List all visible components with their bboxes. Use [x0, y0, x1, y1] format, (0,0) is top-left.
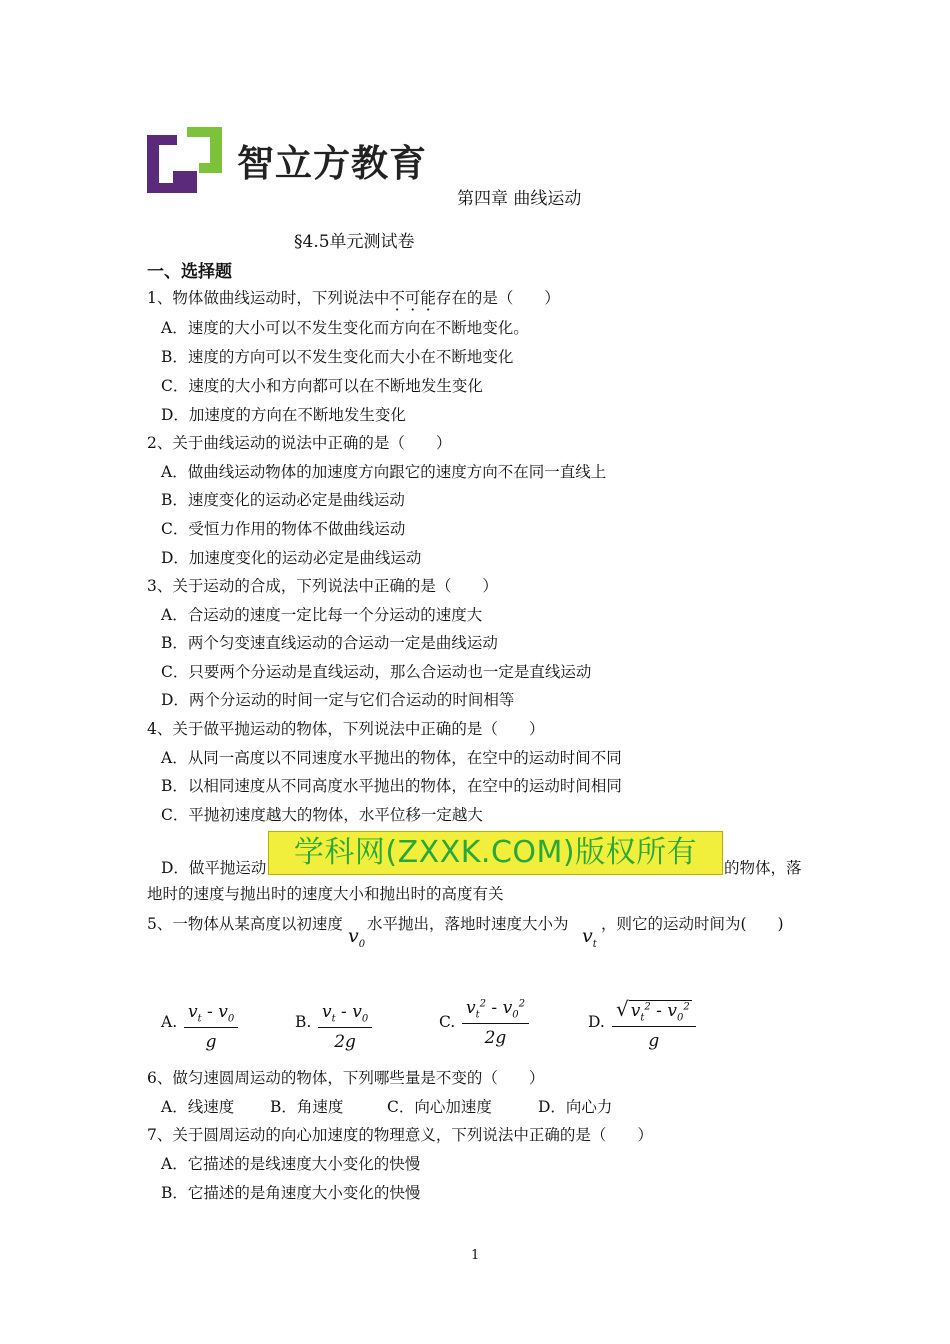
- question-1-stem: 1、物体做曲线运动时，下列说法中不可能存在的是（ ）: [147, 289, 560, 307]
- q6-option-b: B．角速度: [270, 1098, 344, 1116]
- logo-text: 智立方教育: [237, 142, 427, 185]
- q5-option-b-formula: $\frac{v_t - v_0}{2g}$: [318, 1002, 372, 1052]
- q1-option-d: D．加速度的方向在不断地发生变化: [161, 406, 406, 424]
- question-3-stem: 3、关于运动的合成，下列说法中正确的是（ ）: [147, 577, 498, 595]
- q4-option-d-start: D．做平抛运动: [161, 859, 267, 877]
- q2-option-c: C．受恒力作用的物体不做曲线运动: [161, 520, 406, 538]
- q3-option-d: D．两个分运动的时间一定与它们合运动的时间相等: [161, 691, 515, 709]
- q5-option-d-formula: $\frac{√ v_t^2 - v_0^2}{g}$: [612, 997, 696, 1051]
- q5-option-b-label: B.: [295, 1013, 312, 1031]
- q5-option-c-label: C.: [439, 1013, 456, 1031]
- copyright-watermark: 学科网(ZXXK.COM)版权所有: [268, 831, 723, 875]
- emphasis-text: [389, 289, 436, 307]
- q1-option-b: B．速度的方向可以不发生变化而大小在不断地变化: [161, 348, 514, 366]
- page-number: 1: [471, 1248, 480, 1263]
- q4-option-c: C．平抛初速度越大的物体，水平位移一定越大: [161, 806, 483, 824]
- question-5-stem-end: ，则它的运动时间为( ): [601, 915, 784, 933]
- q5-option-a-label: A.: [161, 1013, 178, 1031]
- q2-option-a: A．做曲线运动物体的加速度方向跟它的速度方向不在同一直线上: [161, 463, 607, 481]
- q7-option-b: B．它描述的是角速度大小变化的快慢: [161, 1184, 421, 1202]
- q3-option-b: B．两个匀变速直线运动的合运动一定是曲线运动: [161, 634, 498, 652]
- q6-option-d: D．向心力: [538, 1098, 613, 1116]
- question-5-stem: 5、一物体从某高度以初速度: [147, 915, 343, 933]
- question-7-stem: 7、关于圆周运动的向心加速度的物理意义，下列说法中正确的是（ ）: [147, 1126, 653, 1144]
- question-6-stem: 6、做匀速圆周运动的物体，下列哪些量是不变的（ ）: [147, 1069, 545, 1087]
- question-5-stem-middle: 水平抛出，落地时速度大小为: [367, 915, 569, 933]
- q3-option-a: A．合运动的速度一定比每一个分运动的速度大: [161, 606, 483, 624]
- q1-option-c: C．速度的大小和方向都可以在不断地发生变化: [161, 377, 483, 395]
- q4-option-d-end: 的物体，落: [724, 859, 802, 877]
- emphasis-char: 能: [420, 289, 436, 307]
- q4-option-d-continuation: 地时的速度与抛出时的速度大小和抛出时的高度有关: [147, 885, 504, 903]
- q6-option-c: C．向心加速度: [387, 1098, 492, 1116]
- final-velocity-symbol: $v_t$: [582, 925, 597, 950]
- question-2-stem: 2、关于曲线运动的说法中正确的是（ ）: [147, 434, 452, 452]
- sqrt-icon: √: [616, 997, 629, 1021]
- q2-option-d: D．加速度变化的运动必定是曲线运动: [161, 549, 422, 567]
- q5-option-c-formula: $\frac{v_t^2 - v_0^2}{2g}$: [462, 998, 529, 1048]
- q3-option-c: C．只要两个分运动是直线运动，那么合运动也一定是直线运动: [161, 663, 592, 681]
- initial-velocity-symbol: $v_0$: [348, 925, 366, 950]
- q7-option-a: A．它描述的是线速度大小变化的快慢: [161, 1155, 421, 1173]
- q4-option-b: B．以相同速度从不同高度水平抛出的物体，在空中的运动时间相同: [161, 777, 622, 795]
- q5-option-a-formula: $\frac{v_t - v_0}{g}$: [184, 1002, 238, 1052]
- q5-option-d-label: D.: [588, 1013, 605, 1031]
- section-title: 一、选择题: [147, 262, 232, 282]
- q6-option-a: A．线速度: [161, 1098, 235, 1116]
- q1-option-a: A．速度的大小可以不发生变化而方向在不断地变化。: [161, 319, 529, 337]
- test-subtitle: §4.5单元测试卷: [294, 232, 415, 252]
- chapter-title: 第四章 曲线运动: [457, 189, 582, 209]
- question-4-stem: 4、关于做平抛运动的物体，下列说法中正确的是（ ）: [147, 720, 545, 738]
- logo-mark-icon: [147, 127, 222, 197]
- emphasis-char: 不: [389, 289, 405, 307]
- q4-option-a: A．从同一高度以不同速度水平抛出的物体，在空中的运动时间不同: [161, 749, 622, 767]
- emphasis-char: 可: [404, 289, 421, 307]
- q2-option-b: B．速度变化的运动必定是曲线运动: [161, 491, 405, 509]
